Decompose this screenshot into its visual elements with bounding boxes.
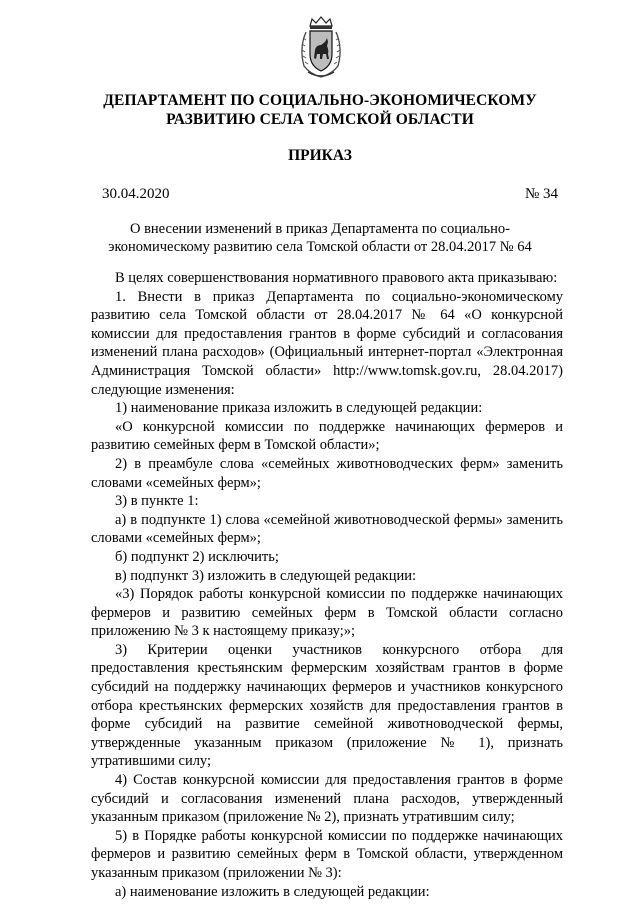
- subject-line-2: экономическому развитию села Томской области от 28.04.2017 № 64: [108, 239, 532, 255]
- sub-item-3-paragraph: 3) в пункте 1:: [115, 493, 199, 510]
- criteria-repeal-paragraph: 3) Критерии оценки участников конкурсного отбора для предоставления крестьянским фермерским хозяйствам грантов в форме субсидий на поддержку начинающих фермеров и участников конкурсного отбора крестьянских фермерских хозяйств для предоставления грантов в форме субсидий на развитие семейной животноводческой фермы, утвержденные указанным приказом (приложение № 1), признать утратившими силу;: [91, 641, 563, 770]
- order-body: [91, 269, 563, 901]
- document-date: 30.04.2020: [102, 186, 170, 202]
- sub-item-5-paragraph: 5) в Порядке работы конкурсной комиссии по поддержке начинающих фермеров и развитию семейных ферм в Томской области, утвержденном указанным приказом (приложении № 3):: [91, 827, 563, 881]
- sub-item-3b-paragraph: б) подпункт 2) исключить;: [115, 548, 279, 565]
- subject-line-1: О внесении изменений в приказ Департамента по социально-: [129, 221, 511, 237]
- sub-item-3a-paragraph: а) в подпункте 1) слова «семейной животноводческой фермы» заменить словами «семейных ферм»;: [91, 511, 563, 547]
- organization-name-line-1: ДЕПАРТАМЕНТ ПО СОЦИАЛЬНО-ЭКОНОМИЧЕСКОМУ: [103, 92, 537, 109]
- sub-item-1-paragraph: 1) наименование приказа изложить в следующей редакции:: [115, 400, 483, 417]
- commission-repeal-paragraph: 4) Состав конкурсной комиссии для предоставления грантов в форме субсидий и согласования изменений плана расходов, утвержденный указанным приказом (приложение № 2), признать утратившим силу;: [91, 772, 563, 826]
- document-number: № 34: [524, 186, 558, 202]
- sub-item-5a-paragraph: а) наименование изложить в следующей редакции:: [115, 883, 430, 900]
- new-subpoint-3-paragraph: «3) Порядок работы конкурсной комиссии по поддержке начинающих фермеров и развитию семейных ферм в Томской области согласно приложению № 3 к настоящему приказу;»;: [91, 586, 563, 640]
- clause-1-paragraph: 1. Внести в приказ Департамента по социально-экономическому развитию села Томской области от 28.04.2017 № 64 «О конкурсной комиссии для предоставления грантов в форме субсидий и согласования изменений плана расходов» (Официальный интернет-портал «Электронная Администрация Томской области» http://www.tomsk.gov.ru, 28.04.2017) следующие изменения:: [91, 288, 563, 398]
- document-type-title: ПРИКАЗ: [288, 147, 352, 164]
- organization-name-line-2: РАЗВИТИЮ СЕЛА ТОМСКОЙ ОБЛАСТИ: [166, 111, 474, 128]
- new-title-paragraph: «О конкурсной комиссии по поддержке начинающих фермеров и развитию семейных ферм в Томской области»;: [91, 418, 563, 454]
- preamble-paragraph: В целях совершенствования нормативного правового акта приказываю:: [115, 270, 558, 286]
- coat-of-arms-icon: [296, 14, 346, 80]
- sub-item-2-paragraph: 2) в преамбуле слова «семейных животноводческих ферм» заменить словами «семейных ферм»;: [91, 455, 563, 491]
- sub-item-3c-paragraph: в) подпункт 3) изложить в следующей редакции:: [115, 567, 417, 584]
